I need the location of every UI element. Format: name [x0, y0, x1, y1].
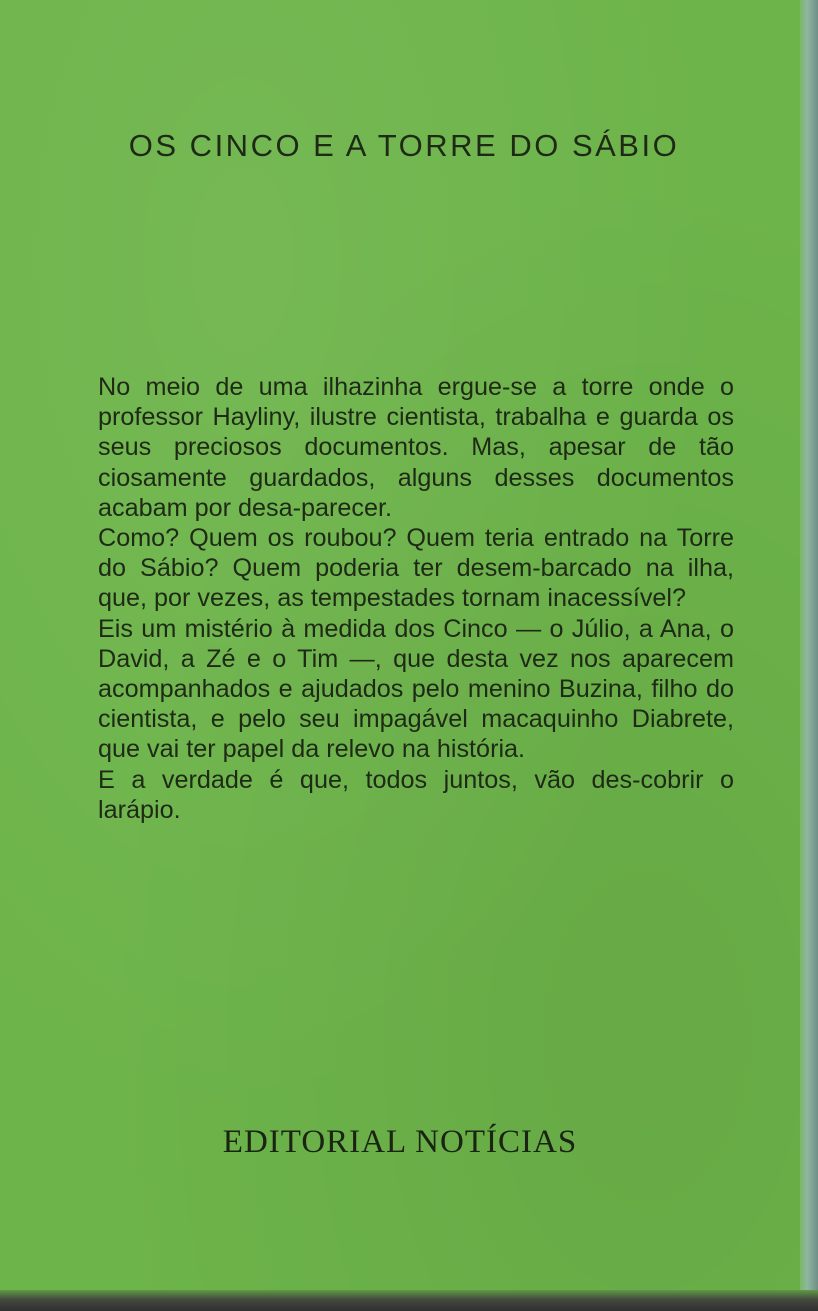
synopsis-paragraph-1: No meio de uma ilhazinha ergue-se a torre onde o professor Hayliny, ilustre cientista, trabalha e guarda os seus preciosos documentos. Mas, apesar de tão ciosamente guardados, alguns desses documentos acabam por desa-parecer.	[98, 373, 734, 522]
book-bottom-edge	[0, 1290, 818, 1311]
synopsis-paragraph-3: Eis um mistério à medida dos Cinco — o Júlio, a Ana, o David, a Zé e o Tim —, que desta vez nos aparecem acompanhados e ajudados pelo menino Buzina, filho do cientista, e pelo seu impagável macaquinho Diabrete, que vai ter papel da relevo na história.	[98, 614, 734, 764]
synopsis-paragraph-2: Como? Quem os roubou? Quem teria entrado na Torre do Sábio? Quem poderia ter desem-barcado na ilha, que, por vezes, as tempestades tornam inacessível?	[98, 524, 734, 613]
book-spine-edge	[800, 0, 818, 1311]
synopsis-paragraph-4: E a verdade é que, todos juntos, vão des-cobrir o larápio.	[98, 765, 734, 824]
book-title: OS CINCO E A TORRE DO SÁBIO	[128, 128, 680, 163]
publisher-name: EDITORIAL NOTÍCIAS	[222, 1124, 578, 1160]
synopsis-text	[98, 372, 734, 825]
